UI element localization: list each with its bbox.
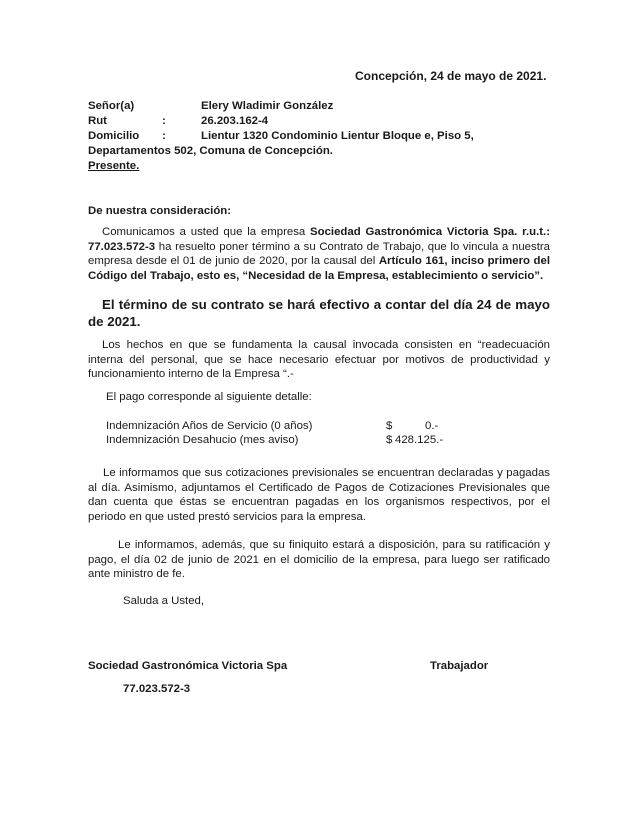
paragraph-termination — [88, 225, 550, 283]
signature-company: Sociedad Gastronómica Victoria Spa — [88, 660, 288, 672]
domicilio-line2: Departamentos 502, Comuna de Concepción. — [88, 145, 333, 157]
rut-label: Rut — [88, 115, 107, 127]
greeting: De nuestra consideración: — [88, 205, 232, 217]
payment-concept: Indemnización Años de Servicio (0 años) — [106, 420, 313, 432]
payment-intro: El pago corresponde al siguiente detalle: — [106, 391, 312, 403]
signature-company-rut: 77.023.572-3 — [123, 683, 191, 695]
paragraph-settlement: Le informamos, además, que su finiquito estará a disposición, para su ratificación y pago, el día 02 de junio de 2021 en el domicilio de la empresa, para luego ser ratificado ante ministro de fe. — [88, 539, 550, 580]
payment-amount: 0.- — [425, 420, 439, 432]
domicilio-value: Lientur 1320 Condominio Lientur Bloque e, Piso 5, — [201, 130, 474, 142]
paragraph-grounds: Los hechos en que se fundamenta la causal invocada consisten en “readecuación interna del personal, que se hace necesario efectuar por motivos de productividad y funcionamiento interno de la Empresa “.- — [88, 339, 550, 380]
company-name-rut: Sociedad Gastronómica Victoria Spa. r.u.t.: 77.023.572-3 — [88, 226, 550, 253]
paragraph-effective-date: El término de su contrato se hará efectivo a contar del día 24 de mayo de 2021. — [88, 297, 550, 329]
senor-value: Elery Wladimir González — [201, 100, 334, 112]
signature-worker: Trabajador — [430, 660, 489, 672]
payment-concept: Indemnización Desahucio (mes aviso) — [106, 434, 299, 446]
domicilio-colon: : — [162, 130, 166, 142]
domicilio-label: Domicilio — [88, 130, 140, 142]
closing: Saluda a Usted, — [123, 595, 205, 607]
legal-article: Artículo 161, inciso primero del Código del Trabajo, esto es, “Necesidad de la Empresa, establecimiento o servicio”. — [88, 255, 550, 282]
payment-currency: $ — [386, 434, 393, 446]
payment-currency: $ — [386, 420, 393, 432]
rut-value: 26.203.162-4 — [201, 115, 269, 127]
presente: Presente. — [88, 160, 140, 172]
place-date: Concepción, 24 de mayo de 2021. — [355, 69, 547, 83]
senor-label: Señor(a) — [88, 100, 135, 112]
p1-text-b: ha resuelto poner término a su Contrato de Trabajo, que lo vincula a nuestra empresa desde el 01 de junio de 2020, por la causal del — [88, 240, 550, 267]
p1-text-a: Comunicamos a usted que la empresa — [102, 226, 311, 238]
rut-colon: : — [162, 115, 166, 127]
payment-amount: 428.125.- — [395, 434, 444, 446]
paragraph-contributions: Le informamos que sus cotizaciones previsionales se encuentran declaradas y pagadas al día. Asimismo, adjuntamos el Certificado de Pagos de Cotizaciones Previsionales que dan cuenta que éstas se encuentran pagadas en los organismos respectivos, por el periodo en que usted prestó servicios para la empresa. — [88, 467, 550, 523]
